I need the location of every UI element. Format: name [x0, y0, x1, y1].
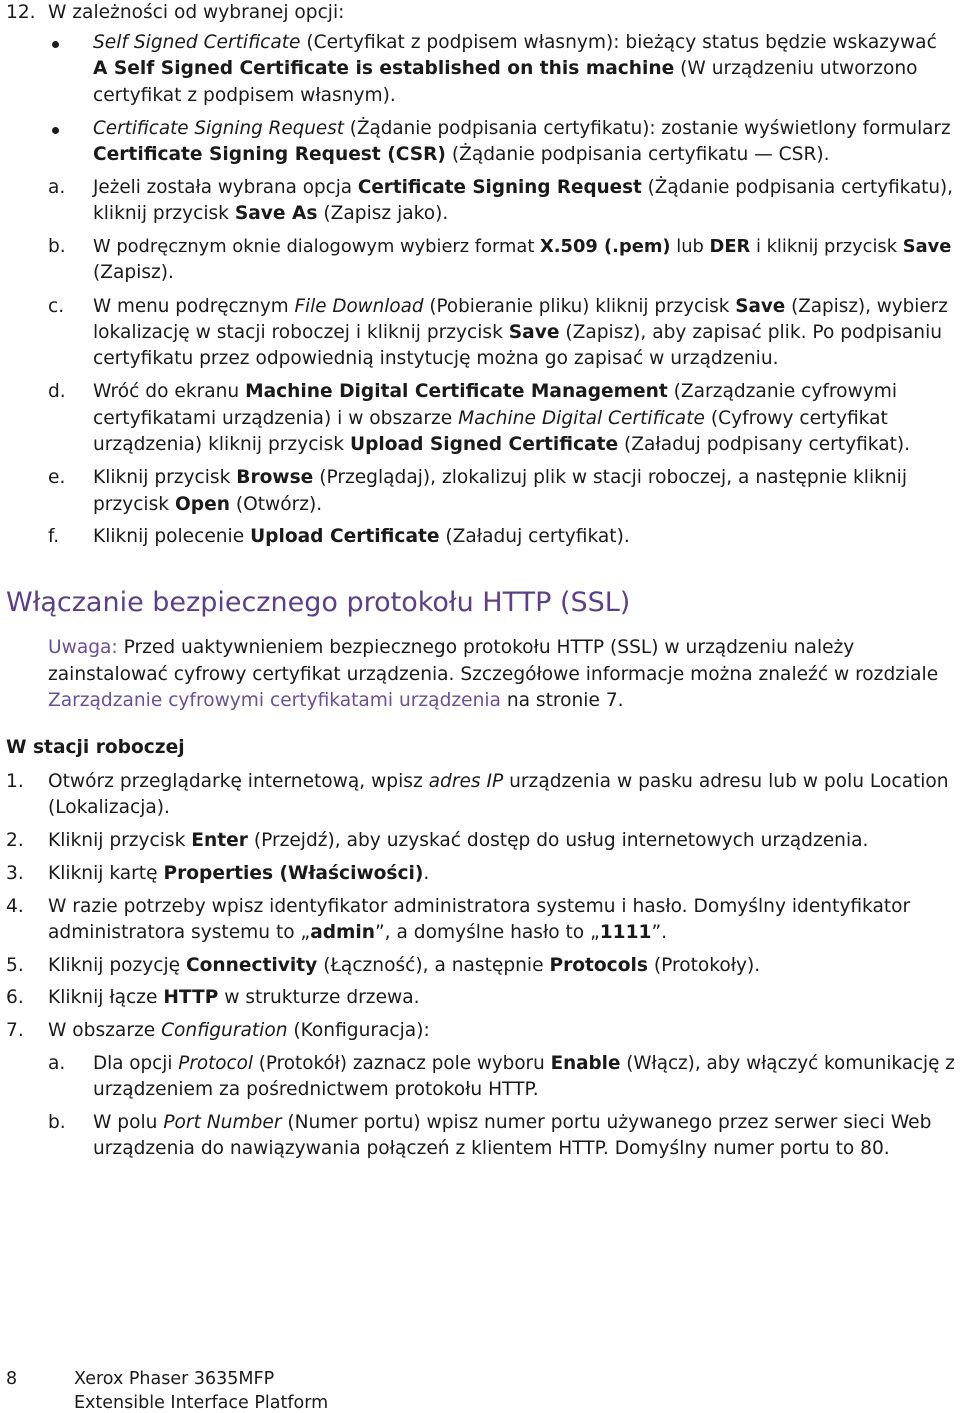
- text: (Łączność), a następnie: [317, 955, 550, 976]
- step-line: (Lokalizacja).: [48, 797, 170, 818]
- substep-label: b.: [48, 1112, 66, 1133]
- step-line: [48, 865, 429, 884]
- text: (Zapisz jako).: [317, 203, 449, 224]
- text: ”, a domyślne hasło to „: [375, 922, 600, 943]
- text: Kliknij łącze: [48, 987, 164, 1008]
- text: (Włącz), aby włączyć komunikację z: [620, 1053, 955, 1074]
- step-number: 7.: [6, 1020, 24, 1041]
- text: Kliknij przycisk: [48, 830, 192, 851]
- text: (Protokoły).: [647, 955, 761, 976]
- note-line: [48, 692, 624, 711]
- bullet-line: [93, 34, 937, 53]
- text: W podręcznym oknie dialogowym wybierz format: [93, 236, 541, 257]
- tab-name: Properties (Właściwości): [163, 863, 424, 884]
- substep-label: b.: [48, 236, 66, 257]
- step-number: 12.: [6, 2, 36, 23]
- text: w strukturze drzewa.: [218, 987, 420, 1008]
- text: (Załaduj podpisany certyfikat).: [618, 434, 911, 455]
- screen-name: Machine Digital Certificate Management: [245, 381, 668, 402]
- button-name: Open: [174, 494, 230, 515]
- command-name: Upload Certificate: [250, 526, 440, 547]
- text: (Numer portu) wpisz numer portu używanego przez serwer sieci Web: [281, 1112, 932, 1133]
- button-name: Enter: [191, 830, 248, 851]
- text: lokalizację w stacji roboczej i kliknij przycisk: [93, 322, 509, 343]
- checkbox-name: Enable: [550, 1053, 621, 1074]
- substep-line: certyfikatu przez odpowiednią instytucję można go zapisać w urządzeniu.: [93, 348, 779, 369]
- bullet-line: [93, 146, 830, 165]
- substep-line: [93, 383, 897, 402]
- text: (Załaduj certyfikat).: [439, 526, 630, 547]
- step-number: 5.: [6, 955, 24, 976]
- text: (Pobieranie pliku) kliknij przycisk: [423, 296, 736, 317]
- text: .: [423, 863, 430, 884]
- note-label: Uwaga:: [48, 637, 118, 658]
- substep-line: [93, 528, 630, 547]
- text: Kliknij kartę: [48, 863, 164, 884]
- text: W obszarze: [48, 1020, 162, 1041]
- substep-line: urządzenia do nawiązywania połączeń z klientem HTTP. Domyślny numer portu to 80.: [93, 1138, 890, 1159]
- text: (Konfiguracja):: [287, 1020, 430, 1041]
- option-name: Certificate Signing Request: [357, 177, 642, 198]
- substep-line: urządzeniem za pośrednictwem protokołu HTTP.: [93, 1079, 539, 1100]
- step-text: W zależności od wybranej opcji:: [48, 2, 345, 23]
- option-name: Protocol: [178, 1053, 253, 1074]
- field-name: Port Number: [163, 1112, 282, 1133]
- substep-line: [93, 324, 942, 343]
- bullet-icon: [52, 41, 59, 48]
- area-name: Configuration: [161, 1020, 288, 1041]
- note-line: zainstalować cyfrowy certyfikat urządzenia. Szczegółowe informacje można znaleźć w rozdziale: [48, 664, 939, 685]
- text: Dla opcji: [93, 1053, 179, 1074]
- step-line: W razie potrzeby wpisz identyfikator administratora systemu i hasło. Domyślny identyfikator: [48, 896, 911, 917]
- option-name: Self Signed Certificate: [93, 32, 301, 53]
- text: (Żądanie podpisania certyfikatu),: [641, 177, 953, 198]
- term: adres IP: [428, 771, 504, 792]
- substep-line: [93, 238, 951, 256]
- menu-name: File Download: [294, 296, 424, 317]
- format-name: DER: [709, 236, 751, 257]
- text: Przed uaktywnieniem bezpiecznego protokołu HTTP (SSL) w urządzeniu należy: [117, 637, 855, 658]
- text: kliknij przycisk: [93, 203, 235, 224]
- text: Wróć do ekranu: [93, 381, 246, 402]
- page-number: 8: [6, 1369, 18, 1389]
- link-name: HTTP: [163, 987, 219, 1008]
- section-heading: Włączanie bezpiecznego protokołu HTTP (SSL): [6, 587, 631, 618]
- text: lub: [670, 236, 710, 257]
- item-name: Connectivity: [186, 955, 318, 976]
- option-name: Certificate Signing Request: [93, 118, 344, 139]
- button-name: Browse: [236, 467, 314, 488]
- text: certyfikatami urządzenia) i w obszarze: [93, 408, 459, 429]
- text: (Protokół) zaznacz pole wyboru: [252, 1053, 551, 1074]
- substep-line: [93, 298, 948, 316]
- text: Kliknij przycisk: [93, 467, 237, 488]
- text: Kliknij pozycję: [48, 955, 187, 976]
- substep-label: a.: [48, 1053, 66, 1074]
- footer-platform: Extensible Interface Platform: [74, 1393, 329, 1413]
- item-name: Protocols: [549, 955, 648, 976]
- step-line: [48, 924, 667, 943]
- text: administratora systemu to „: [48, 922, 311, 943]
- format-name: X.509 (.pem): [540, 236, 671, 257]
- button-name: Save: [902, 236, 952, 257]
- bullet-line: certyfikat z podpisem własnym).: [93, 85, 396, 106]
- substep-label: c.: [48, 296, 65, 317]
- substep-line: [93, 496, 322, 515]
- step-line: [48, 832, 868, 851]
- text: urządzenia w pasku adresu lub w polu Location: [503, 771, 949, 792]
- note-line: [48, 639, 854, 658]
- step-line: [48, 989, 420, 1008]
- text: ”.: [651, 922, 668, 943]
- footer-product: Xerox Phaser 3635MFP: [74, 1369, 275, 1389]
- text: W polu: [93, 1112, 164, 1133]
- default-id: admin: [310, 922, 376, 943]
- text: urządzenia) kliknij przycisk: [93, 434, 350, 455]
- step-number: 2.: [6, 830, 24, 851]
- step-line: [48, 957, 760, 976]
- text: (Żądanie podpisania certyfikatu — CSR).: [445, 144, 830, 165]
- substep-line: [93, 1055, 955, 1073]
- text: Otwórz przeglądarkę internetową, wpisz: [48, 771, 429, 792]
- text: na stronie 7.: [500, 690, 624, 711]
- substep-line: [93, 436, 910, 455]
- substep-line: [93, 1114, 931, 1133]
- text: (Przeglądaj), zlokalizuj plik w stacji roboczej, a następnie kliknij: [313, 467, 908, 488]
- text: Jeżeli została wybrana opcja: [93, 177, 358, 198]
- substep-line: [93, 179, 953, 197]
- substep-line: [93, 410, 888, 429]
- text: (Żądanie podpisania certyfikatu): zostanie wyświetlony formularz: [343, 118, 951, 139]
- bullet-line: [93, 120, 951, 138]
- substep-label: d.: [48, 381, 66, 402]
- text: (Otwórz).: [229, 494, 323, 515]
- step-line: [48, 1022, 430, 1041]
- substep-label: f.: [48, 526, 60, 547]
- text: (Cyfrowy certyfikat: [704, 408, 888, 429]
- step-line: [48, 773, 949, 792]
- text: przycisk: [93, 494, 175, 515]
- text: (Zarządzanie cyfrowymi: [667, 381, 897, 402]
- substep-label: a.: [48, 177, 66, 198]
- text: (Certyfikat z podpisem własnym): bieżący status będzie wskazywać: [300, 32, 937, 53]
- substep-line: [93, 469, 907, 488]
- substep-label: e.: [48, 467, 66, 488]
- text: i kliknij przycisk: [750, 236, 903, 257]
- button-name: Save As: [234, 203, 318, 224]
- button-name: Save: [508, 322, 560, 343]
- text: W menu podręcznym: [93, 296, 295, 317]
- text: (W urządzeniu utworzono: [674, 58, 918, 79]
- substep-line: (Zapisz).: [93, 262, 174, 283]
- text: Kliknij polecenie: [93, 526, 251, 547]
- default-password: 1111: [599, 922, 652, 943]
- text: (Zapisz), aby zapisać plik. Po podpisaniu: [559, 322, 943, 343]
- form-name: Certificate Signing Request (CSR): [93, 144, 446, 165]
- button-name: Upload Signed Certificate: [349, 434, 619, 455]
- step-number: 3.: [6, 863, 24, 884]
- cross-reference-link[interactable]: Zarządzanie cyfrowymi certyfikatami urządzenia: [48, 690, 501, 711]
- status-text: A Self Signed Certificate is established on this machine: [93, 58, 675, 79]
- step-number: 6.: [6, 987, 24, 1008]
- text: (Przejdź), aby uzyskać dostęp do usług internetowych urządzenia.: [247, 830, 869, 851]
- step-number: 1.: [6, 771, 24, 792]
- bullet-line: [93, 60, 918, 79]
- button-name: Save: [735, 296, 786, 317]
- area-name: Machine Digital Certificate: [458, 408, 705, 429]
- bullet-icon: [52, 127, 59, 134]
- substep-line: [93, 205, 448, 224]
- step-number: 4.: [6, 896, 24, 917]
- subheading: W stacji roboczej: [6, 737, 185, 758]
- text: (Zapisz), wybierz: [785, 296, 948, 317]
